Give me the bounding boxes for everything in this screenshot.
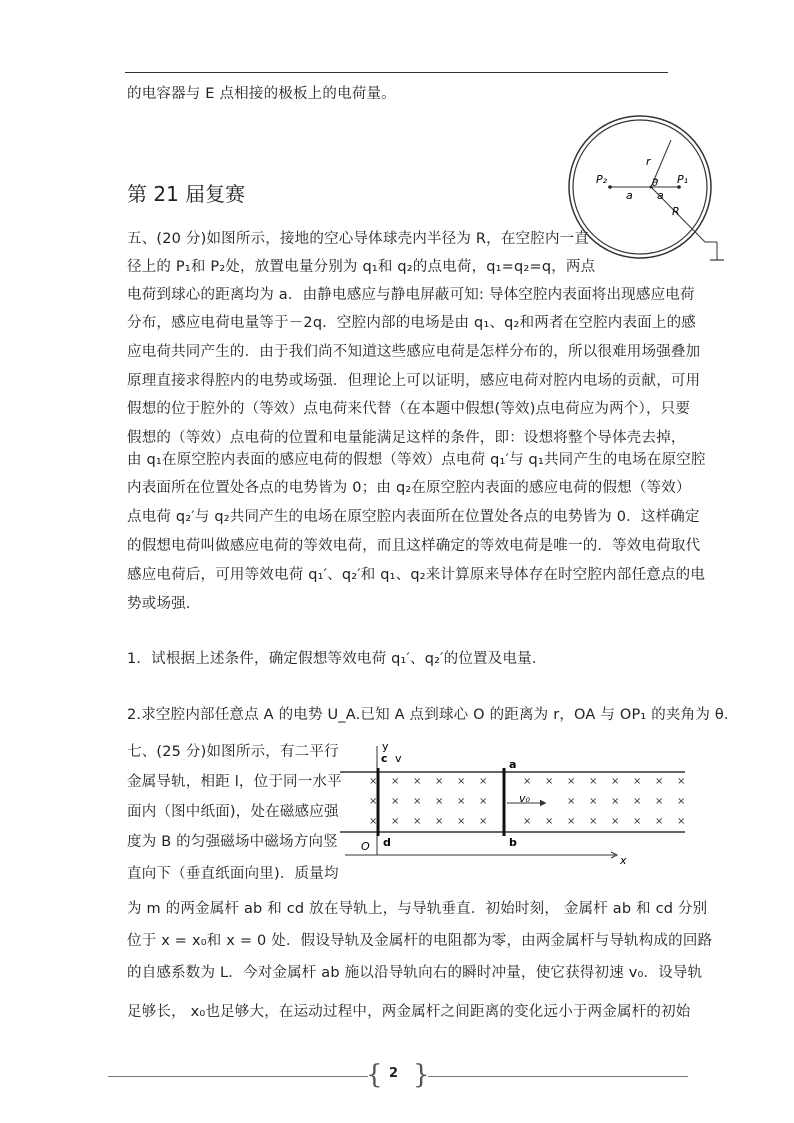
label-d: d (383, 836, 391, 849)
p7-line: 为 m 的两金属杆 ab 和 cd 放在导轨上，与导轨垂直．初始时刻， 金属杆 ab 和 cd 分别 (127, 901, 708, 917)
field-cross: × (589, 776, 598, 787)
field-cross: × (633, 796, 642, 807)
field-cross: × (369, 816, 378, 827)
field-cross: × (677, 796, 686, 807)
field-cross: × (413, 816, 422, 827)
field-cross: × (633, 776, 642, 787)
field-cross: × (413, 776, 422, 787)
field-cross: × (479, 796, 488, 807)
label-p2: P₂ (596, 173, 608, 186)
field-cross: × (369, 776, 378, 787)
field-cross: × (391, 776, 400, 787)
field-cross: × (677, 816, 686, 827)
field-cross: × (457, 796, 466, 807)
sphere-figure (560, 112, 730, 272)
label-v: v (395, 752, 402, 765)
field-cross: × (523, 776, 532, 787)
p2-point (608, 185, 612, 189)
field-cross: × (655, 816, 664, 827)
label-v0: v₀ (519, 792, 530, 805)
field-cross: × (369, 796, 378, 807)
label-y: y (382, 740, 389, 753)
field-cross: × (435, 776, 444, 787)
label-p1: P₁ (677, 173, 689, 186)
footer-rule-right (428, 1076, 688, 1077)
label-O: O (361, 840, 370, 853)
field-cross: × (567, 776, 576, 787)
field-cross: × (567, 796, 576, 807)
footer-bracket-right: } (413, 1060, 430, 1090)
page-number: 2 (389, 1066, 399, 1081)
p5-line: 原理直接求得腔内的电势或场强．但理论上可以证明，感应电荷对腔内电场的贡献，可用 (127, 373, 701, 389)
p7-line: 度为 B 的匀强磁场中磁场方向竖 (127, 834, 338, 850)
footer-bracket-left: { (366, 1060, 383, 1090)
label-b: b (509, 836, 517, 849)
p7-line: 的自感系数为 L．今对金属杆 ab 施以沿导轨向右的瞬时冲量，使它获得初速 v₀．设导轨 (127, 965, 703, 981)
label-a-right: a (657, 189, 664, 202)
label-c: c (381, 752, 388, 765)
p5-line: 五、(20 分)如图所示，接地的空心导体球壳内半径为 R，在空腔内一直 (127, 231, 590, 247)
rails-figure (335, 740, 695, 870)
field-cross: × (479, 816, 488, 827)
p7-line: 足够长， x₀也足够大，在运动过程中，两金属杆之间距离的变化远小于两金属杆的初始 (127, 1004, 691, 1020)
p5-line: 由 q₁在原空腔内表面的感应电荷的假想（等效）点电荷 q₁′与 q₁共同产生的电场在原空腔 (127, 452, 706, 468)
label-a-left: a (626, 189, 633, 202)
continued-line: 的电容器与 E 点相接的极板上的电荷量。 (127, 86, 396, 102)
field-cross: × (391, 796, 400, 807)
field-cross: × (479, 776, 488, 787)
p5-line: 假想的（等效）点电荷的位置和电量能满足这样的条件，即：设想将整个导体壳去掉， (127, 430, 686, 446)
field-cross: × (655, 796, 664, 807)
field-cross: × (413, 796, 422, 807)
field-cross: × (391, 816, 400, 827)
label-R: R (672, 205, 680, 218)
field-cross: × (589, 796, 598, 807)
header-rule (125, 72, 668, 73)
field-cross: × (435, 796, 444, 807)
label-r: r (646, 155, 651, 168)
field-cross: × (655, 776, 664, 787)
field-cross: × (589, 816, 598, 827)
field-cross: × (457, 816, 466, 827)
p5-line: 感应电荷后，可用等效电荷 q₁′、q₂′和 q₁、q₂来计算原来导体存在时空腔内部任意点的电 (127, 567, 706, 583)
field-cross: × (457, 776, 466, 787)
p5-line: 势或场强． (127, 596, 201, 612)
field-cross: × (545, 776, 554, 787)
p5-line: 径上的 P₁和 P₂处，放置电量分别为 q₁和 q₂的点电荷，q₁=q₂=q，两点 (127, 259, 596, 275)
field-cross: × (611, 816, 620, 827)
section-heading: 第 21 届复赛 (127, 182, 246, 206)
p7-line: 直向下（垂直纸面向里)．质量均 (127, 866, 339, 882)
question-2: 2.求空腔内部任意点 A 的电势 U_A.已知 A 点到球心 O 的距离为 r，OA 与 OP₁ 的夹角为 θ． (127, 707, 739, 723)
p5-line: 点电荷 q₂′与 q₂共同产生的电场在原空腔内表面所在位置处各点的电势皆为 0．这样确定 (127, 509, 700, 525)
field-cross: × (545, 816, 554, 827)
p7-line: 金属导轨，相距 l，位于同一水平 (127, 774, 342, 790)
v0-arrowhead (540, 800, 546, 806)
label-a: a (509, 758, 517, 771)
p7-line: 位于 x = x₀和 x = 0 处．假设导轨及金属杆的电阻都为零，由两金属杆与导轨构成的回路 (127, 933, 713, 949)
p7-line: 七、(25 分)如图所示，有二平行 (127, 744, 339, 760)
field-cross: × (435, 816, 444, 827)
field-cross: × (567, 816, 576, 827)
p7-line: 面内（图中纸面)，处在磁感应强 (127, 804, 339, 820)
field-cross: × (611, 776, 620, 787)
p5-line: 应电荷共同产生的．由于我们尚不知道这些感应电荷是怎样分布的，所以很难用场强叠加 (127, 344, 701, 360)
field-cross: × (677, 776, 686, 787)
question-1: 1．试根据上述条件，确定假想等效电荷 q₁′、q₂′的位置及电量． (127, 651, 547, 667)
p5-line: 分布，感应电荷电量等于－2q．空腔内部的电场是由 q₁、q₂和两者在空腔内表面上的感 (127, 315, 696, 331)
p5-line: 电荷到球心的距离均为 a．由静电感应与静电屏蔽可知: 导体空腔内表面将出现感应电荷 (127, 287, 695, 303)
footer-rule-left (108, 1076, 368, 1077)
field-cross: × (523, 816, 532, 827)
field-cross: × (611, 796, 620, 807)
label-x: x (620, 854, 627, 867)
p5-line: 假想的位于腔外的（等效）点电荷来代替（在本题中假想(等效)点电荷应为两个），只要 (127, 401, 691, 417)
p5-line: 的假想电荷叫做感应电荷的等效电荷，而且这样确定的等效电荷是唯一的．等效电荷取代 (127, 538, 701, 554)
field-cross: × (633, 816, 642, 827)
label-theta: θ (652, 178, 659, 189)
p5-line: 内表面所在位置处各点的电势皆为 0；由 q₂在原空腔内表面的感应电荷的假想（等效） (127, 480, 691, 496)
